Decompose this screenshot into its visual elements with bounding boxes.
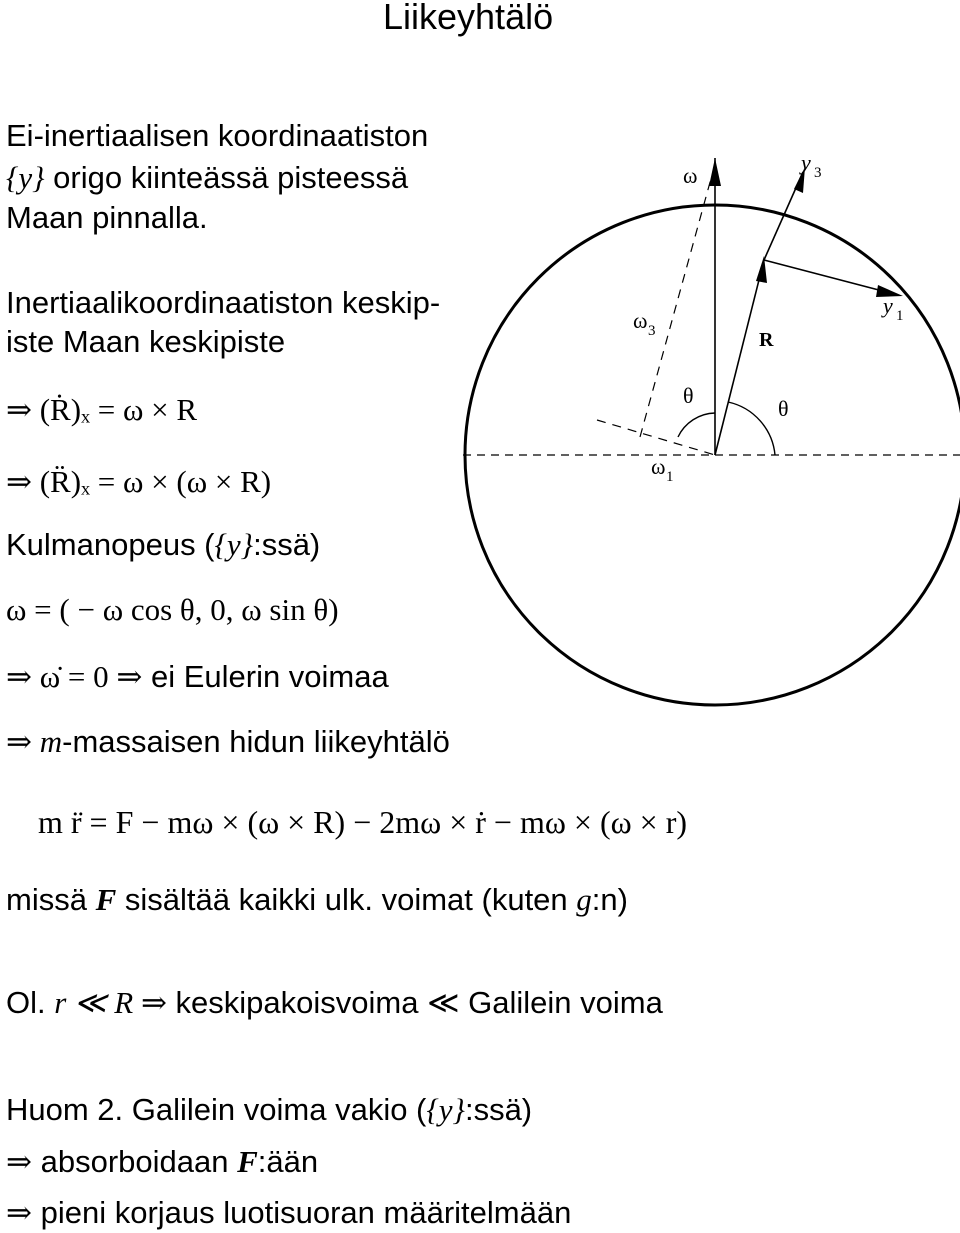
force-description [6,880,628,920]
page-title: Liikeyhtälö [383,0,554,37]
mass-symbol: ⇒ m [6,724,63,759]
y3-label-sub: 3 [814,165,822,181]
force-symbol: F [95,882,117,917]
force-comparison [6,983,663,1023]
g-symbol: g [576,882,592,917]
comparison-ll: ≪ [427,985,460,1020]
intro-line-3: Maan pinnalla. [6,200,208,235]
intro-line-1: Ei-inertiaalisen koordinaatiston [6,118,429,153]
y1-label-sub: 1 [896,308,904,324]
omega-label: ω [683,163,698,188]
note-post: :ssä) [464,1092,533,1127]
comparison-mid: keskipakoisvoima [166,985,428,1020]
note-line [6,1090,532,1130]
plumb-line [6,1193,571,1233]
note-pre: Huom 2. Galilein voima vakio ( [6,1092,427,1127]
no-euler-text: ei Eulerin voimaa [142,659,389,694]
theta-arc-right [728,402,775,455]
main-equation: m r̈ = F − mω × (ω × R) − 2mω × ṙ − mω × (ω × r) [38,804,688,840]
comparison-math: r ≪ R ⇒ [54,985,167,1020]
theta-left-label: θ [683,383,694,408]
omega-arrowhead [709,158,721,186]
plumb-text: pieni korjaus luotisuoran määritelmään [31,1195,572,1230]
omega1-dashed-line [597,420,715,455]
absorb-arrow: ⇒ [6,1144,32,1179]
angular-speed-post: :ssä) [253,527,321,562]
absorb-force-symbol: F [237,1144,258,1179]
inertial-line-1: Inertiaalikoordinaatiston keskip- [6,285,441,320]
acceleration-equation: ⇒ (R̈)ₓ = ω × (ω × R) [6,464,272,499]
equation-of-motion-text: -massaisen hidun liikeyhtälö [62,724,450,759]
comparison-post: Galilein voima [459,985,663,1020]
angular-speed-frame: {y} [214,527,254,562]
absorb-text-2: :ään [257,1144,319,1179]
omega3-label-sub: 3 [648,323,656,339]
theta-right-label: θ [778,396,789,421]
omega3-label: ω [633,308,648,333]
y3-label: y [801,150,811,175]
omega1-label-sub: 1 [666,469,674,485]
intro-line-2-text: origo kiinteässä pisteessä [44,160,409,195]
force-desc-pre: missä [6,882,96,917]
absorb-line [6,1142,318,1182]
r-label: R [759,329,774,351]
force-desc-post: :n) [591,882,628,917]
inertial-line-2: iste Maan keskipiste [6,324,286,359]
omega1-label: ω [651,454,666,479]
no-euler-math: ⇒ ω̇ = 0 ⇒ [6,659,143,694]
comparison-pre: Ol. [6,985,55,1020]
angular-speed-pre: Kulmanopeus ( [6,527,215,562]
omega-vector-equation: ω = ( − ω cos θ, 0, ω sin θ) [6,592,339,627]
r-vector [715,260,764,455]
plumb-arrow: ⇒ [6,1195,32,1230]
absorb-text-1: absorboidaan [31,1144,238,1179]
frame-y-symbol: {y} [6,160,45,195]
y1-label: y [883,293,893,318]
force-desc-mid: sisältää kaikki ulk. voimat (kuten [116,882,577,917]
theta-arc-left [678,413,715,437]
note-frame: {y} [426,1092,465,1127]
velocity-equation: ⇒ (Ṙ)ₓ = ω × R [6,392,198,427]
